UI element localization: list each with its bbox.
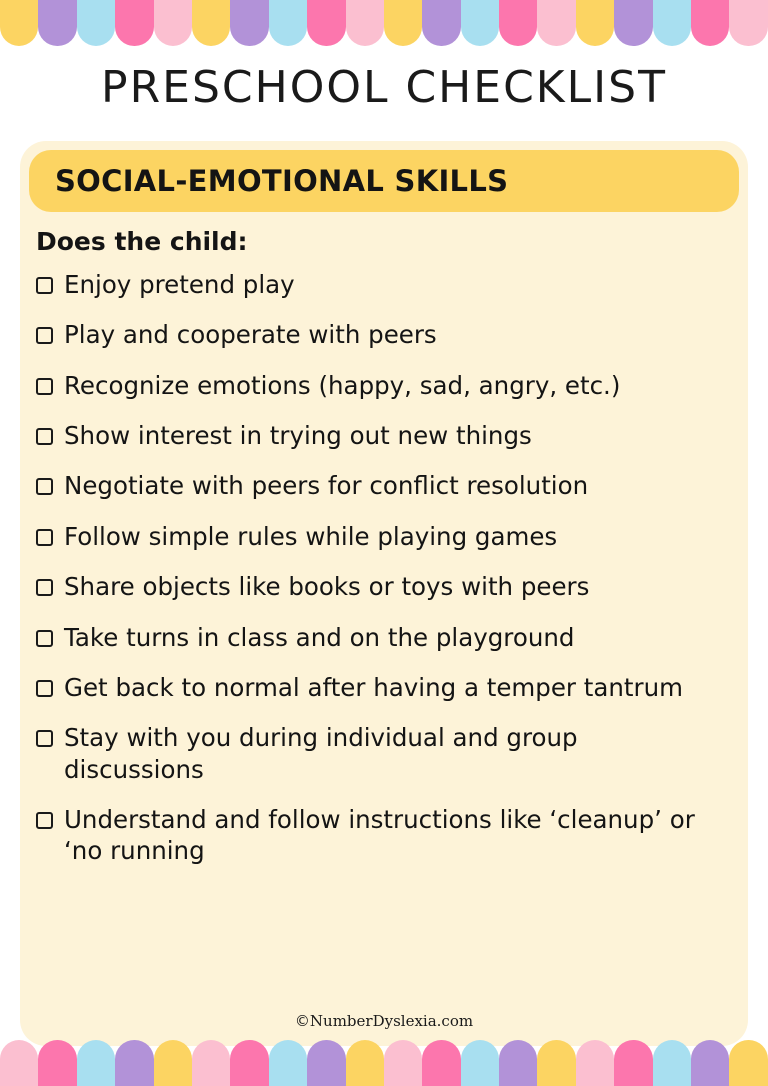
checklist-items xyxy=(36,269,736,886)
scallop-shape xyxy=(38,0,76,46)
checklist-item-label: Take turns in class and on the playground xyxy=(64,622,575,652)
scallop-shape xyxy=(384,1040,422,1086)
scallop-shape xyxy=(729,1040,767,1086)
bottom-scallop-border xyxy=(0,1040,768,1086)
scallop-shape xyxy=(154,1040,192,1086)
checklist-item[interactable] xyxy=(36,319,736,350)
checklist-item-label: Understand and follow instructions like ‘cleanup’ or ‘no running xyxy=(64,804,695,866)
scallop-shape xyxy=(614,0,652,46)
scallop-shape xyxy=(230,1040,268,1086)
checkbox-icon[interactable] xyxy=(36,680,53,697)
checklist-item[interactable] xyxy=(36,470,736,501)
scallop-shape xyxy=(269,1040,307,1086)
scallop-shape xyxy=(461,1040,499,1086)
checklist-item[interactable] xyxy=(36,804,736,867)
section-header xyxy=(29,150,739,212)
checkbox-icon[interactable] xyxy=(36,730,53,747)
scallop-shape xyxy=(307,1040,345,1086)
scallop-shape xyxy=(614,1040,652,1086)
checklist-item[interactable] xyxy=(36,672,736,703)
scallop-shape xyxy=(77,1040,115,1086)
checklist-item-label: Get back to normal after having a temper tantrum xyxy=(64,672,683,702)
scallop-shape xyxy=(499,0,537,46)
scallop-shape xyxy=(499,1040,537,1086)
scallop-shape xyxy=(384,0,422,46)
top-scallop-border xyxy=(0,0,768,46)
scallop-shape xyxy=(346,0,384,46)
checklist-item-label: Negotiate with peers for conflict resolution xyxy=(64,471,589,501)
checklist-item[interactable] xyxy=(36,420,736,451)
scallop-shape xyxy=(115,1040,153,1086)
checklist-item-label: Enjoy pretend play xyxy=(64,270,295,299)
scallop-shape xyxy=(653,0,691,46)
checklist-item[interactable] xyxy=(36,521,736,552)
scallop-shape xyxy=(729,0,767,46)
checklist-item-label: Recognize emotions (happy, sad, angry, etc.) xyxy=(64,370,621,400)
checklist-item[interactable] xyxy=(36,370,736,401)
checklist-item-label: Share objects like books or toys with peers xyxy=(64,572,590,602)
checkbox-icon[interactable] xyxy=(36,277,53,294)
scallop-shape xyxy=(154,0,192,46)
scallop-shape xyxy=(576,0,614,46)
scallop-shape xyxy=(0,0,38,46)
scallop-shape xyxy=(192,0,230,46)
footer-credit xyxy=(20,1012,748,1030)
checkbox-icon[interactable] xyxy=(36,579,53,596)
scallop-shape xyxy=(422,0,460,46)
checklist-item[interactable] xyxy=(36,622,736,653)
scallop-shape xyxy=(653,1040,691,1086)
scallop-shape xyxy=(461,0,499,46)
scallop-shape xyxy=(537,1040,575,1086)
section-title: SOCIAL-EMOTIONAL SKILLS xyxy=(55,164,509,198)
scallop-shape xyxy=(691,0,729,46)
footer-site-name: NumberDyslexia.com xyxy=(309,1012,474,1030)
scallop-shape xyxy=(38,1040,76,1086)
checklist-item[interactable] xyxy=(36,269,736,300)
scallop-shape xyxy=(269,0,307,46)
checklist-item-label: Follow simple rules while playing games xyxy=(64,521,558,551)
checklist-item[interactable] xyxy=(36,571,736,602)
scallop-shape xyxy=(230,0,268,46)
scallop-shape xyxy=(691,1040,729,1086)
scallop-shape xyxy=(192,1040,230,1086)
checklist-item[interactable] xyxy=(36,722,736,785)
checklist-item-label: Play and cooperate with peers xyxy=(64,320,437,350)
scallop-shape xyxy=(307,0,345,46)
checkbox-icon[interactable] xyxy=(36,428,53,445)
checkbox-icon[interactable] xyxy=(36,529,53,546)
checkbox-icon[interactable] xyxy=(36,478,53,495)
copyright-icon: © xyxy=(294,1012,310,1030)
prompt-label: Does the child: xyxy=(36,227,248,256)
checkbox-icon[interactable] xyxy=(36,327,53,344)
checklist-item-label: Show interest in trying out new things xyxy=(64,421,532,451)
scallop-shape xyxy=(537,0,575,46)
page-title: PRESCHOOL CHECKLIST xyxy=(101,62,667,113)
checklist-card xyxy=(20,141,748,1046)
scallop-shape xyxy=(77,0,115,46)
checklist-item-label: Stay with you during individual and group discussions xyxy=(64,723,578,784)
checkbox-icon[interactable] xyxy=(36,378,53,395)
scallop-shape xyxy=(346,1040,384,1086)
scallop-shape xyxy=(576,1040,614,1086)
scallop-shape xyxy=(115,0,153,46)
scallop-shape xyxy=(422,1040,460,1086)
checkbox-icon[interactable] xyxy=(36,630,53,647)
checkbox-icon[interactable] xyxy=(36,812,53,829)
scallop-shape xyxy=(0,1040,38,1086)
